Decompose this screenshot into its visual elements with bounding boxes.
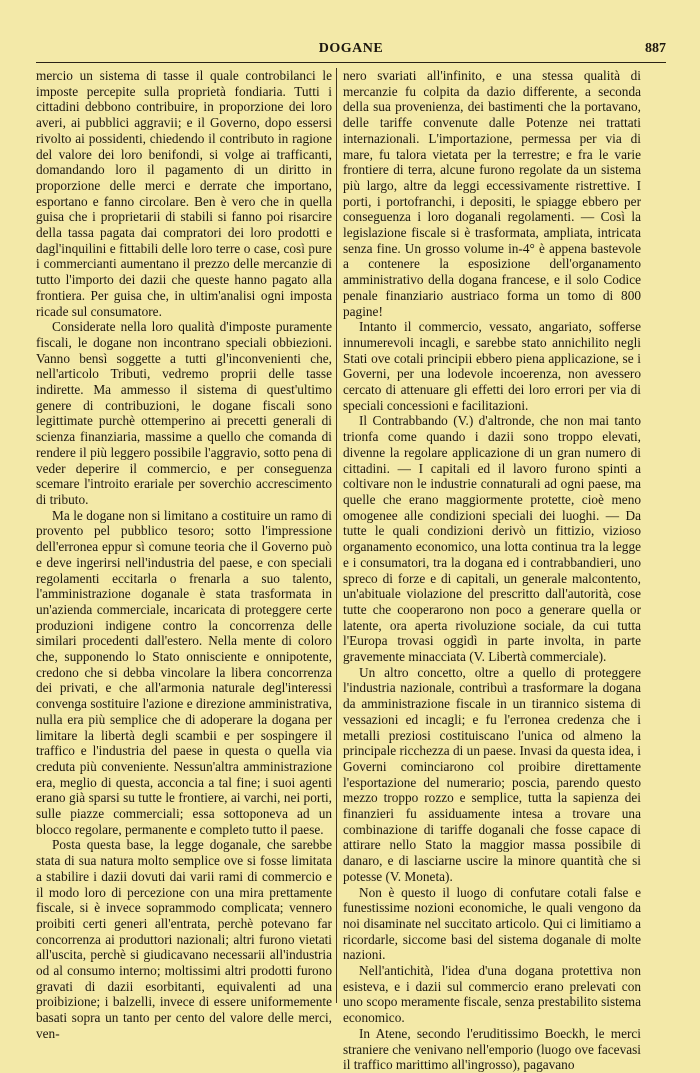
paragraph: Ma le dogane non si limitano a costituire un ramo di provento pel pubblico tesoro; sotto l'impressione dell'erronea eppur sì comune teoria che il Governo può e deve ingerirsi nell'industria del paese, e con speciali regolamenti eccitarla o frenarla a suo talento, l'amministrazione doganale è stata trasformata in un'azienda commerciale, incaricata di proteggere certe produzioni indigene contro la concorrenza delle similari procedenti dall'estero. Nella mente di coloro che, supponendo lo Stato onnisciente e onnipotente, credono che si debba vincolare la libera concorrenza dei privati, e che all'armonia naturale degl'interessi convenga sostituire l'azione e direzione amministrativa, nulla era più semplice che di adoperare la dogana per limitare la libertà degli scambii e per sospingere il traffico e l'industria del paese in questa o quella via creduta più conveniente. Nessun'altra amministrazione era, meglio di questa, acconcia a tal fine; i suoi agenti erano già sparsi su tutte le frontiere, ai varchi, nei porti, sulle piazze commerciali; essa sottoponeva ad un blocco regolare, permanente e completo tutto il paese. — [36, 507, 332, 837]
column-divider — [336, 68, 337, 1003]
paragraph: nero svariati all'infinito, e una stessa qualità di mercanzie fu colpita da dazio differente, a seconda della sua provenienza, dei bastimenti che la portavano, delle tariffe convenute dalle Potenze nei trattati internazionali. L'importazione, permessa per via di mare, fu talora vietata per la terrestre; e fra le varie frontiere di terra, alcune furono regolate da un sistema più largo, altre da leggi eccessivamente ristrettive. I porti, i portofranchi, i depositi, le spiagge ebbero per conseguenza i loro doganali regolamenti. — Così la legislazione fiscale si è trasformata, ampliata, intricata senza fine. Un grosso volume in-4° è appena bastevole a contenere la esposizione dell'organamento amministrativo della dogana francese, e il solo Codice penale finanziario austriaco forma un tomo di 800 pagine! — [343, 68, 641, 319]
paragraph: Intanto il commercio, vessato, angariato, sofferse innumerevoli incagli, e sarebbe stato annichilito negli Stati ove cotali principii ebbero piena applicazione, se i Governi, per una lodevole incoerenza, non avessero cercato di attenuare gli effetti dei loro errori per via di speciali concessioni e facilitazioni. — [343, 319, 641, 413]
running-header — [36, 40, 666, 63]
running-title: DOGANE — [318, 41, 384, 56]
right-column — [343, 68, 641, 1073]
left-column — [36, 68, 332, 1042]
paragraph: mercio un sistema di tasse il quale controbilanci le imposte percepite sulla proprietà fondiaria. Tutti i cittadini debbono contribuire, in proporzione dei loro averi, ai pubblici aggravii; e il Governo, dopo essersi rivolto ai possidenti, chiedendo il contributo in ragione del valore dei loro benifondi, si volge ai trafficanti, domandando loro il pagamento di un diritto in proporzione delle merci e derrate che importano, esportano e fanno circolare. Ben è vero che in quella guisa che i proprietarii di stabili si fanno poi risarcire della tassa pagata dai compratori dei loro prodotti e dagl'inquilini e fittabili delle loro terre o case, così pure i commercianti aumentano il prezzo delle mercanzie di tutto l'importo dei dazii che queste hanno pagato alla frontiera. Per guisa che, in ultim'analisi ogni imposta ricade sul consumatore. — [36, 68, 332, 319]
paragraph: Non è questo il luogo di confutare cotali false e funestissime nozioni economiche, le quali vengono da noi disaminate nel succitato articolo. Qui ci limitiamo a ricordarle, siccome basi del sistema doganale di molte nazioni. — [343, 884, 641, 963]
paragraph: In Atene, secondo l'eruditissimo Boeckh, le merci straniere che venivano nell'emporio (luogo ove facevasi il traffico marittimo all'ingrosso), pagavano — [343, 1025, 641, 1073]
paragraph: Posta questa base, la legge doganale, che sarebbe stata di sua natura molto semplice ove si fosse limitata a stabilire i dazii dovuti dai varii rami di commercio e il modo loro di percezione con una mira prettamente fiscale, si è invece soprammodo complicata; vennero proibiti certi generi all'entrata, perchè potevano far concorrenza ai produttori nazionali; altri furono vietati all'uscita, perchè si giudicavano necessarii all'industria od al consumo interno; moltissimi altri prodotti furono gravati di dazii esorbitanti, equivalenti ad una proibizione; i balzelli, invece di essere uniformemente basati sopra un tanto per cento del valore delle merci, ven- — [36, 837, 332, 1041]
paragraph: Un altro concetto, oltre a quello di proteggere l'industria nazionale, contribuì a trasformare la dogana da amministrazione fiscale in un tirannico sistema di vessazioni ed incagli; e fu l'erronea credenza che i metalli preziosi costituiscano l'unica od almeno la principale ricchezza di un paese. Invasi da questa idea, i Governi cominciarono col proibire direttamente l'esportazione del numerario; poscia, parendo questo mezzo troppo rozzo e semplice, tutta la sapienza dei finanzieri fu assiduamente intesa a trovare una combinazione di tariffe doganali che fosse capace di attirare nello Stato la maggior massa possibile di danaro, e di lasciarne uscire la minore quantità che si potesse (V. Moneta). — [343, 664, 641, 884]
paragraph: Il Contrabbando (V.) d'altronde, che non mai tanto trionfa come quando i dazii sono troppo elevati, divenne la regolare applicazione di un gran numero di cittadini. — I capitali ed il lavoro furono spinti a coltivare non le industrie connaturali ad ogni paese, ma quelle che erano maggiormente protette, cioè meno omogenee alle condizioni speciali dei luoghi. — Da tutte le quali condizioni derivò un fittizio, vizioso organamento economico, una lotta continua tra la legge e i consumatori, tra la dogana ed i contrabbandieri, uno spreco di forze e di capitali, un generale malcontento, un'abituale violazione del prescritto dall'autorità, cose tutte che cooperarono non poco a generare quella or latente, ora aperta rivoluzione sociale, da cui tutta l'Europa trovasi oggidì in parte involta, in parte gravemente minacciata (V. Libertà commerciale). — [343, 413, 641, 665]
paragraph: Nell'antichità, l'idea d'una dogana protettiva non esisteva, e i dazii sul commercio erano prelevati con uno scopo meramente fiscale, senza prestabilito sistema economico. — [343, 963, 641, 1026]
paragraph: Considerate nella loro qualità d'imposte puramente fiscali, le dogane non incontrano speciali obbiezioni. Vanno bensì soggette a tutti gl'inconvenienti che, nell'articolo Tributi, vedremo proprii delle tasse indirette. Ma ammesso il sistema di quest'ultimo genere di contribuzioni, le dogane fiscali sono legittimate purchè ottemperino ai precetti generali di scienza finanziaria, massime a quello che comanda di rendere il più leggero possibile l'aggravio, sotto pena di veder deperire il commercio, e per conseguenza scemare l'introito erariale per soverchio accrescimento di tributo. — [36, 319, 332, 507]
page-number: 887 — [645, 41, 666, 56]
